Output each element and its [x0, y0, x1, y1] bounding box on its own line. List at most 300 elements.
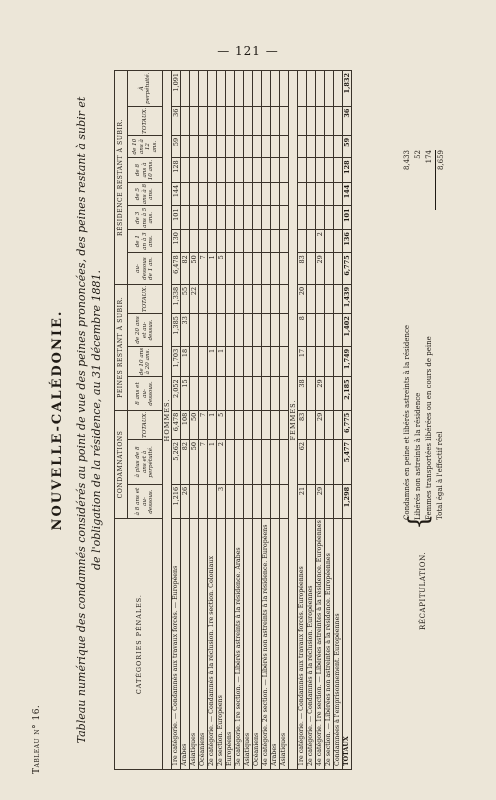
- table-cell: [307, 253, 316, 285]
- table-cell: [334, 410, 343, 439]
- table-cell: [262, 206, 271, 230]
- table-cell: [253, 377, 262, 410]
- table-cell: [253, 206, 262, 230]
- brace-glyph: {: [404, 513, 434, 530]
- column-header: À perpétuité.: [128, 71, 163, 107]
- table-cell: 17: [298, 346, 307, 377]
- table-cell: [253, 484, 262, 518]
- table-cell: [280, 346, 289, 377]
- tableau-label: Tableau n° 16.: [32, 704, 42, 774]
- table-cell: [244, 314, 253, 347]
- recap-total-label: Total égal à l'effectif réel: [436, 431, 444, 520]
- table-cell: [208, 284, 217, 313]
- table-cell: [253, 314, 262, 347]
- table-cell: [262, 346, 271, 377]
- table-cell: [280, 158, 289, 182]
- table-cell: 29: [316, 253, 325, 285]
- table-cell: [316, 314, 325, 347]
- table-cell: [280, 135, 289, 158]
- rotated-sheet: [30, 60, 470, 780]
- table-cell: [208, 71, 217, 107]
- table-row: [199, 71, 208, 770]
- table-cell: 1,298: [343, 484, 352, 518]
- table-cell: [316, 182, 325, 206]
- table-cell: 29: [316, 484, 325, 518]
- table-cell: [334, 135, 343, 158]
- table-cell: [226, 314, 235, 347]
- column-header: TOTAUX.: [128, 410, 163, 439]
- table-cell: [325, 377, 334, 410]
- table-cell: [226, 182, 235, 206]
- table-cell: [199, 182, 208, 206]
- table-cell: [208, 158, 217, 182]
- table-cell: [235, 182, 244, 206]
- table-cell: 1,385: [172, 314, 181, 347]
- table-cell: [262, 253, 271, 285]
- table-cell: 55: [181, 284, 190, 313]
- table-cell: [271, 206, 280, 230]
- table-cell: [208, 135, 217, 158]
- table-cell: 5,262: [172, 439, 181, 484]
- table-cell: [235, 206, 244, 230]
- table-cell: [190, 377, 199, 410]
- table-cell: [217, 230, 226, 253]
- table-cell: [226, 284, 235, 313]
- table-cell: [316, 135, 325, 158]
- recap-value: 174: [425, 150, 433, 164]
- table-cell: [280, 106, 289, 135]
- table-cell: [334, 284, 343, 313]
- table-cell: 62: [298, 439, 307, 484]
- row-category: 1re catégorie. — Condamnés aux travaux forcés. — Européens: [172, 519, 181, 770]
- table-cell: [226, 158, 235, 182]
- table-cell: 2: [316, 230, 325, 253]
- column-header: de 1 an à 3 ans.: [128, 230, 163, 253]
- table-cell: [298, 158, 307, 182]
- table-cell: [181, 182, 190, 206]
- table-cell: [226, 230, 235, 253]
- table-cell: 26: [181, 484, 190, 518]
- table-cell: [190, 182, 199, 206]
- table-cell: 1,402: [343, 314, 352, 347]
- table-cell: [262, 106, 271, 135]
- table-cell: 6,775: [343, 410, 352, 439]
- table-cell: [235, 284, 244, 313]
- table-cell: 36: [172, 106, 181, 135]
- table-cell: [325, 439, 334, 484]
- table-cell: [262, 158, 271, 182]
- table-cell: [298, 182, 307, 206]
- group-header-peines: PEINES RESTANT À SUBIR.: [115, 284, 128, 410]
- table-cell: 1: [208, 346, 217, 377]
- table-cell: 144: [343, 182, 352, 206]
- table-cell: [316, 106, 325, 135]
- table-cell: [217, 284, 226, 313]
- table-cell: [262, 410, 271, 439]
- table-row: [325, 71, 334, 770]
- recap-line: Condamnés en peine et libérés astreints à la résidence: [403, 324, 411, 520]
- table-cell: [325, 284, 334, 313]
- table-cell: 38: [298, 377, 307, 410]
- group-header-residence: RÉSIDENCE RESTANT À SUBIR.: [115, 71, 128, 285]
- table-cell: [199, 484, 208, 518]
- table-cell: [226, 439, 235, 484]
- table-cell: [244, 71, 253, 107]
- table-cell: [217, 71, 226, 107]
- document-title: NOUVELLE-CALÉDONIE.: [50, 309, 65, 531]
- group-header-condamnations: CONDAMNATIONS: [115, 410, 128, 519]
- table-cell: [190, 314, 199, 347]
- table-cell: [316, 439, 325, 484]
- table-cell: 83: [298, 253, 307, 285]
- column-header: de 5 ans à 8 ans.: [128, 182, 163, 206]
- table-cell: [208, 230, 217, 253]
- table-cell: [244, 230, 253, 253]
- table-cell: [280, 182, 289, 206]
- table-cell: [199, 284, 208, 313]
- table-cell: [226, 484, 235, 518]
- table-cell: [298, 230, 307, 253]
- table-cell: [253, 106, 262, 135]
- table-cell: [334, 439, 343, 484]
- table-cell: [190, 484, 199, 518]
- recap-label: RÉCAPITULATION.: [419, 551, 427, 630]
- table-cell: [253, 439, 262, 484]
- table-cell: [253, 158, 262, 182]
- row-category: TOTAUX: [343, 519, 352, 770]
- table-cell: [244, 377, 253, 410]
- row-category: Asiatiques: [244, 519, 253, 770]
- table-cell: [316, 71, 325, 107]
- table-cell: [325, 410, 334, 439]
- table-cell: [244, 410, 253, 439]
- table-cell: [217, 182, 226, 206]
- table-cell: [298, 135, 307, 158]
- row-category: 1re catégorie. — Condamnés aux travaux forcés. Européennes: [298, 519, 307, 770]
- table-cell: [208, 314, 217, 347]
- table-cell: [244, 182, 253, 206]
- table-cell: [217, 106, 226, 135]
- table-row: [262, 71, 271, 770]
- table-cell: [316, 346, 325, 377]
- table-cell: [253, 410, 262, 439]
- table-cell: [217, 206, 226, 230]
- table-cell: [280, 206, 289, 230]
- table-cell: [181, 230, 190, 253]
- table-cell: 82: [181, 439, 190, 484]
- table-cell: 22: [190, 284, 199, 313]
- table-cell: [271, 253, 280, 285]
- table-cell: [262, 230, 271, 253]
- table-cell: [199, 206, 208, 230]
- table-cell: [235, 71, 244, 107]
- table-cell: [325, 158, 334, 182]
- table-cell: 101: [343, 206, 352, 230]
- page-number: — 121 —: [217, 44, 279, 58]
- table-cell: 1,338: [172, 284, 181, 313]
- table-cell: [325, 135, 334, 158]
- table-cell: [181, 158, 190, 182]
- table-cell: [226, 106, 235, 135]
- table-cell: [199, 346, 208, 377]
- table-cell: [199, 230, 208, 253]
- table-cell: [226, 206, 235, 230]
- table-cell: 29: [316, 410, 325, 439]
- table-cell: [226, 71, 235, 107]
- table-cell: [334, 106, 343, 135]
- table-cell: [235, 106, 244, 135]
- row-category: Océaniens: [253, 519, 262, 770]
- table-cell: [217, 158, 226, 182]
- table-cell: [181, 135, 190, 158]
- table-cell: 83: [298, 410, 307, 439]
- table-cell: [271, 135, 280, 158]
- row-category: 4e catégorie. 2e section. — Libérés non astreints à la résidence. Européens: [262, 519, 271, 770]
- table-cell: 8: [298, 314, 307, 347]
- table-cell: [217, 135, 226, 158]
- table-cell: [235, 230, 244, 253]
- table-cell: [244, 439, 253, 484]
- recap-lines: [402, 220, 446, 520]
- table-cell: [244, 284, 253, 313]
- recap-total-value: 8,659: [435, 150, 447, 210]
- table-row: [208, 71, 217, 770]
- row-category: 4e catégorie. 1re section. — Libérées astreintes à la résidence. Européennes: [316, 519, 325, 770]
- table-row: [271, 71, 280, 770]
- table-cell: 1,216: [172, 484, 181, 518]
- table-cell: [307, 284, 316, 313]
- table-row: [181, 71, 190, 770]
- table-cell: [235, 253, 244, 285]
- table-cell: [325, 206, 334, 230]
- column-header: au-dessous de 1 an.: [128, 253, 163, 285]
- table-cell: [271, 182, 280, 206]
- table-cell: [271, 346, 280, 377]
- table-cell: [307, 71, 316, 107]
- table-cell: [307, 135, 316, 158]
- table-cell: 1,091: [172, 71, 181, 107]
- column-header: de 20 ans et au-dessus.: [128, 314, 163, 347]
- table-cell: [316, 158, 325, 182]
- recap-line: Femmes transportées libérées ou en cours de peine: [425, 336, 433, 520]
- table-cell: 82: [181, 253, 190, 285]
- column-header: de 8 ans à 10 ans.: [128, 158, 163, 182]
- table-row: [253, 71, 262, 770]
- row-category: Arabes: [271, 519, 280, 770]
- recapitulation: [402, 70, 462, 630]
- table-cell: [199, 377, 208, 410]
- table-row: [280, 71, 289, 770]
- table-cell: [190, 230, 199, 253]
- row-category: 2e section. Européens: [217, 519, 226, 770]
- table-cell: 6,775: [343, 253, 352, 285]
- recap-value: 52: [414, 150, 422, 159]
- table-cell: 128: [172, 158, 181, 182]
- table-cell: 130: [172, 230, 181, 253]
- row-category: Arabes: [181, 519, 190, 770]
- table-cell: [253, 230, 262, 253]
- row-category: Condamnées à l'emprisonnement. Européennes: [334, 519, 343, 770]
- table-cell: [280, 439, 289, 484]
- section-label: HOMMES.: [163, 71, 172, 770]
- table-cell: [271, 71, 280, 107]
- table-body: [163, 71, 352, 770]
- table-cell: [280, 377, 289, 410]
- table-cell: [208, 106, 217, 135]
- table-row: [172, 71, 181, 770]
- table-cell: [208, 206, 217, 230]
- column-header: à 8 ans et au-dessous.: [128, 484, 163, 518]
- totals-row: [343, 71, 352, 770]
- table-cell: [307, 346, 316, 377]
- table-cell: [307, 230, 316, 253]
- recap-value: 8,433: [403, 150, 411, 171]
- table-cell: 21: [298, 484, 307, 518]
- statistics-table: [114, 70, 352, 770]
- table-row: [244, 71, 253, 770]
- table-cell: [208, 182, 217, 206]
- table-cell: [253, 284, 262, 313]
- table-cell: [262, 439, 271, 484]
- table-cell: [280, 284, 289, 313]
- table-cell: [226, 253, 235, 285]
- table-cell: 5: [217, 410, 226, 439]
- table-cell: [226, 135, 235, 158]
- table-cell: 59: [172, 135, 181, 158]
- row-category: 2e catégorie. — Condamnés à la réclusion. 1re section. Coloniaux: [208, 519, 217, 770]
- table-cell: [271, 410, 280, 439]
- table-cell: 18: [181, 346, 190, 377]
- table-cell: 128: [343, 158, 352, 182]
- table-cell: 5: [217, 253, 226, 285]
- column-header: de 3 ans à 5 ans.: [128, 206, 163, 230]
- row-category: 3e catégorie. 1re section. — Libérés astreints à la résidence. Arabes: [235, 519, 244, 770]
- table-cell: 15: [181, 377, 190, 410]
- table-cell: 59: [343, 135, 352, 158]
- table-row: [217, 71, 226, 770]
- table-cell: [334, 377, 343, 410]
- table-cell: 50: [190, 439, 199, 484]
- table-cell: [253, 135, 262, 158]
- table-row: [226, 71, 235, 770]
- table-cell: [271, 484, 280, 518]
- table-cell: 1,749: [343, 346, 352, 377]
- table-cell: [298, 206, 307, 230]
- table-cell: [280, 71, 289, 107]
- table-cell: [307, 314, 316, 347]
- table-cell: [190, 346, 199, 377]
- table-cell: [262, 71, 271, 107]
- row-category: Océaniens: [199, 519, 208, 770]
- table-cell: 50: [190, 253, 199, 285]
- table-cell: [307, 484, 316, 518]
- table-cell: [271, 284, 280, 313]
- table-cell: [235, 377, 244, 410]
- table-cell: [271, 230, 280, 253]
- table-cell: [298, 71, 307, 107]
- table-cell: [253, 182, 262, 206]
- table-cell: [280, 484, 289, 518]
- table-cell: 1,703: [172, 346, 181, 377]
- column-header: de 10 ans à 20 ans.: [128, 346, 163, 377]
- table-cell: 29: [316, 377, 325, 410]
- table-cell: [190, 206, 199, 230]
- table-cell: 1: [217, 346, 226, 377]
- table-cell: [244, 206, 253, 230]
- table-cell: [217, 314, 226, 347]
- table-cell: [325, 106, 334, 135]
- table-cell: [244, 253, 253, 285]
- table-cell: [307, 182, 316, 206]
- section-row: [289, 71, 298, 770]
- table-cell: [271, 314, 280, 347]
- table-cell: [244, 346, 253, 377]
- table-cell: [235, 314, 244, 347]
- table-cell: 33: [181, 314, 190, 347]
- table-cell: 50: [190, 410, 199, 439]
- table-cell: [280, 230, 289, 253]
- table-cell: [235, 410, 244, 439]
- row-category: Asiatiques: [190, 519, 199, 770]
- table-cell: [316, 284, 325, 313]
- table-cell: 1,439: [343, 284, 352, 313]
- table-cell: [235, 346, 244, 377]
- table-row: [334, 71, 343, 770]
- table-cell: 1: [208, 253, 217, 285]
- table-cell: [334, 158, 343, 182]
- column-header: 8 ans et au-dessous.: [128, 377, 163, 410]
- table-cell: [334, 253, 343, 285]
- table-cell: 1,832: [343, 71, 352, 107]
- table-cell: [307, 377, 316, 410]
- table-cell: [226, 377, 235, 410]
- table-cell: [253, 253, 262, 285]
- table-cell: [271, 106, 280, 135]
- table-cell: [307, 106, 316, 135]
- table-cell: 6,478: [172, 253, 181, 285]
- table-cell: [226, 410, 235, 439]
- table-cell: [244, 135, 253, 158]
- row-category: 2e catégorie. — Condamnés à la réclusion. Européennes: [307, 519, 316, 770]
- table-cell: 3: [217, 484, 226, 518]
- table-cell: [280, 253, 289, 285]
- table-cell: [334, 484, 343, 518]
- table-cell: [271, 158, 280, 182]
- table-cell: [325, 253, 334, 285]
- table-cell: 101: [172, 206, 181, 230]
- table-row: [190, 71, 199, 770]
- table-row: [298, 71, 307, 770]
- table-cell: [262, 182, 271, 206]
- table-cell: 7: [199, 439, 208, 484]
- table-row: [307, 71, 316, 770]
- table-cell: [271, 377, 280, 410]
- table-cell: [217, 377, 226, 410]
- table-cell: [208, 377, 217, 410]
- table-cell: [298, 106, 307, 135]
- table-cell: 2,185: [343, 377, 352, 410]
- table-cell: [262, 484, 271, 518]
- table-cell: [199, 71, 208, 107]
- section-row: [163, 71, 172, 770]
- table-row: [235, 71, 244, 770]
- recap-line: Libérés non astreints à la résidence: [414, 392, 422, 520]
- table-cell: [334, 230, 343, 253]
- table-cell: [307, 410, 316, 439]
- table-header: [115, 71, 163, 770]
- table-cell: [199, 158, 208, 182]
- table-cell: [325, 346, 334, 377]
